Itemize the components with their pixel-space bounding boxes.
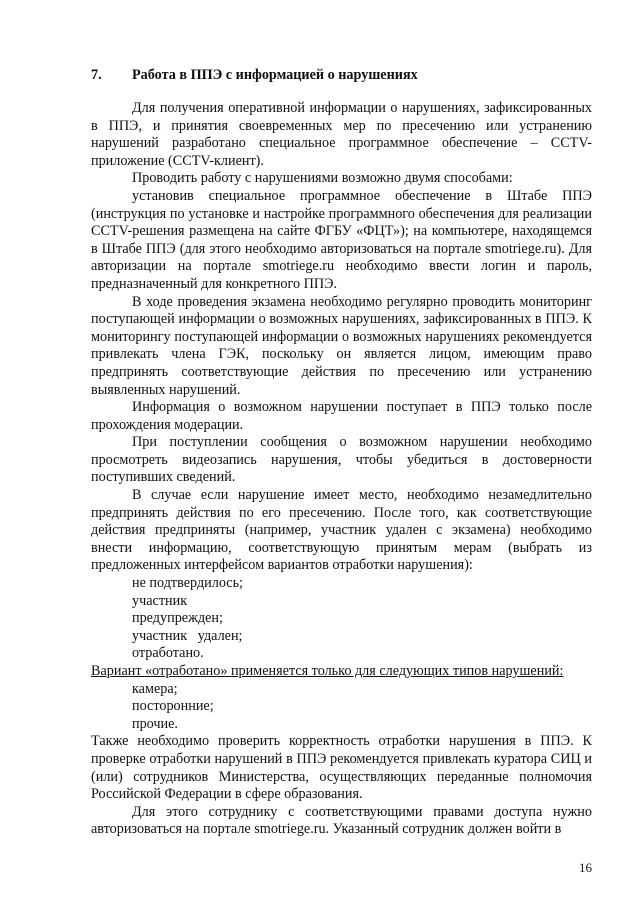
document-page (91, 0, 592, 905)
paragraph-7: В случае если нарушение имеет место, необходимо незамедлительно предпринять действия по его пресечению. После того, как соответствующие действия предприняты (например, участник удален с экзамена) необходимо внести информацию, соответствующую принятым мерам (выбрать из предложенных интерфейсом вариантов отработки нарушения): (91, 487, 592, 574)
violation-type-item: камера; (132, 680, 178, 697)
violation-type-item: посторонние; (132, 698, 214, 715)
paragraph-6: При поступлении сообщения о возможном нарушении необходимо просмотреть видеозапись нарушения, чтобы убедиться в достоверности поступивших сведений. (91, 434, 592, 486)
option-item: отработано. (132, 645, 204, 662)
section-number: 7. (91, 67, 102, 83)
underlined-note: Вариант «отработано» применяется только для следующих типов нарушений: (91, 663, 564, 679)
section-title: Работа в ППЭ с информацией о нарушениях (132, 67, 418, 83)
section-body (91, 100, 592, 839)
option-item: участник удален; (132, 627, 243, 644)
paragraph-8: Также необходимо проверить корректность отработки нарушения в ППЭ. К проверке отработки нарушений в ППЭ рекомендуется привлекать куратора СИЦ и (или) сотрудников Министерства, осуществляющих переданные полномочия Российской Федерации в сфере образования. (91, 733, 592, 803)
paragraph-2: Проводить работу с нарушениями возможно двумя способами: (132, 170, 513, 187)
paragraph-1: Для получения оперативной информации о нарушениях, зафиксированных в ППЭ, и принятия своевременных мер по пресечению или устранению нарушений разработано специальное программное обеспечение – CCTV-приложение (CCTV-клиент). (91, 100, 592, 169)
option-item: предупрежден; (132, 610, 223, 627)
paragraph-5: Информация о возможном нарушении поступает в ППЭ только после прохождения модерации. (91, 399, 592, 433)
paragraph-9: Для этого сотруднику с соответствующими правами доступа нужно авторизоваться на портале smotriege.ru. Указанный сотрудник должен войти в (91, 803, 592, 838)
violation-type-item: прочие. (132, 715, 178, 732)
option-item: участник (132, 592, 188, 609)
paragraph-4: В ходе проведения экзамена необходимо регулярно проводить мониторинг поступающей информации о возможных нарушениях, зафиксированных в ППЭ. К мониторингу поступающей информации о возможных нарушениях рекомендуется привлекать члена ГЭК, поскольку он является лицом, имеющим право предпринять соответствующие действия по пресечению или устранению выявленных нарушений. (91, 293, 592, 398)
paragraph-3: установив специальное программное обеспечение в Штабе ППЭ (инструкция по установке и настройке программного обеспечения для реализации CCTV-решения размещена на сайте ФГБУ «ФЦТ»); на компьютере, находящемся в Штабе ППЭ (для этого необходимо авторизоваться на портале smotriege.ru). Для авторизации на портале smotriege.ru необходимо ввести логин и пароль, предназначенный для конкретного ППЭ. (91, 187, 592, 292)
page-number: 16 (579, 860, 592, 875)
option-item: не подтвердилось; (132, 575, 243, 592)
